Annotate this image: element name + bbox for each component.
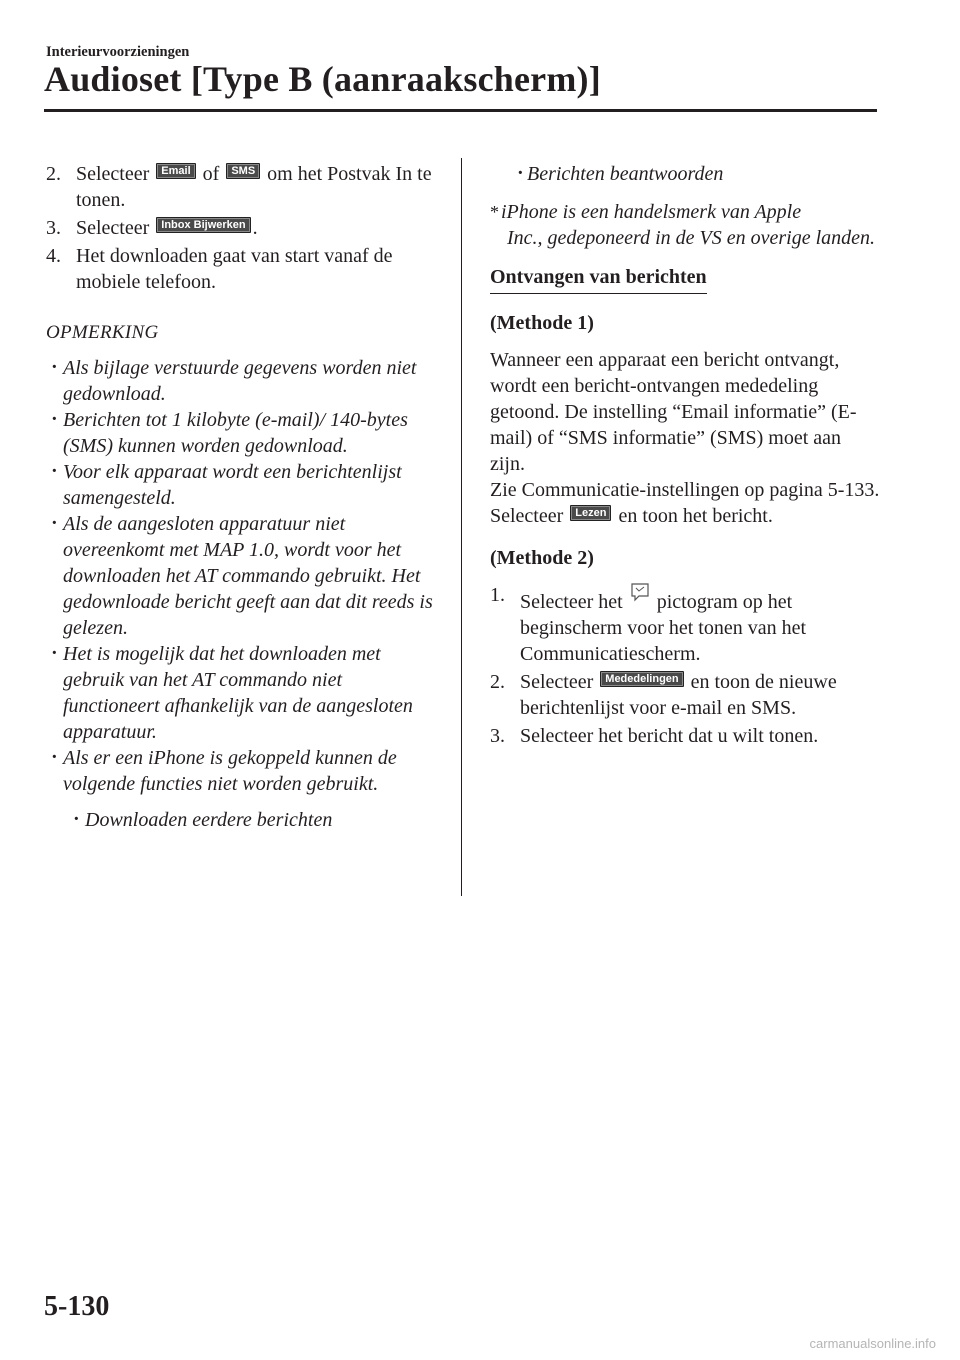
step-number: 3. bbox=[490, 725, 505, 747]
read-button[interactable]: Lezen bbox=[570, 505, 611, 521]
column-divider bbox=[461, 158, 462, 896]
note-heading: OPMERKING bbox=[46, 322, 159, 343]
method-2-step-2: 2. Selecteer Mededelingen en toon de nieuwe berichtenlijst voor e-mail en SMS. bbox=[490, 671, 837, 719]
note-item: · Voor elk apparaat wordt een berichtenlijst samengesteld. bbox=[46, 459, 441, 511]
step-number: 1. bbox=[490, 584, 505, 606]
step-number: 4. bbox=[46, 245, 61, 267]
step-4: 4. Het downloaden gaat van start vanaf de mobiele telefoon. bbox=[46, 245, 393, 293]
page-number: 5-130 bbox=[44, 1291, 110, 1322]
note-item: · Als de aangesloten apparatuur niet overeenkomt met MAP 1.0, wordt voor het downloaden het AT commando gebruikt. Het gedownloade bericht geeft aan dat dit reeds is gelezen. bbox=[46, 511, 441, 641]
page-title: Audioset [Type B (aanraakscherm)] bbox=[44, 59, 601, 99]
step-2: 2. Selecteer Email of SMS om het Postvak In te tonen. bbox=[46, 163, 432, 211]
left-column bbox=[46, 161, 441, 833]
step-number: 3. bbox=[46, 217, 61, 239]
sms-button[interactable]: SMS bbox=[226, 163, 260, 179]
method-2-step-1: 1. Selecteer het pictogram op het beginscherm voor het tonen van het Communicatiescherm. bbox=[490, 584, 807, 665]
right-column bbox=[490, 161, 880, 749]
email-button[interactable]: Email bbox=[156, 163, 195, 179]
method-1-select: Selecteer Lezen en toon het bericht. bbox=[490, 505, 773, 527]
section-label: Interieurvoorzieningen bbox=[46, 44, 190, 60]
note-item: · Als bijlage verstuurde gegevens worden niet gedownload. bbox=[46, 355, 441, 407]
method-2-step-3: 3. Selecteer het bericht dat u wilt tonen. bbox=[490, 725, 819, 747]
method-1-body: Wanneer een apparaat een bericht ontvangt, wordt een bericht-ontvangen mededeling getoond. De instelling “Email informatie” (E-mail) of “SMS informatie” (SMS) moet aan zijn. bbox=[490, 349, 857, 475]
footnote: * iPhone is een handelsmerk van Apple Inc., gedeponeerd in de VS en overige landen. bbox=[490, 201, 876, 249]
note-item: · Het is mogelijk dat het downloaden met gebruik van het AT commando niet functioneert afhankelijk van de aangesloten apparatuur. bbox=[46, 641, 441, 745]
step-number: 2. bbox=[490, 671, 505, 693]
message-icon[interactable] bbox=[630, 582, 650, 604]
note-item: · Als er een iPhone is gekoppeld kunnen de volgende functies niet worden gebruikt. bbox=[46, 745, 441, 797]
watermark: carmanualsonline.info bbox=[809, 1336, 936, 1351]
method-1-title: (Methode 1) bbox=[490, 312, 594, 334]
notifications-button[interactable]: Mededelingen bbox=[600, 671, 683, 687]
method-2-title: (Methode 2) bbox=[490, 547, 594, 569]
sub-note-item: · Berichten beantwoorden bbox=[490, 161, 880, 187]
subheading: Ontvangen van berichten bbox=[490, 264, 707, 294]
step-number: 2. bbox=[46, 163, 61, 185]
inbox-update-button[interactable]: Inbox Bijwerken bbox=[156, 217, 250, 233]
method-1-reference: Zie Communicatie-instellingen op pagina 5-133. bbox=[490, 479, 880, 501]
sub-note-item: · Downloaden eerdere berichten bbox=[46, 807, 441, 833]
note-item: · Berichten tot 1 kilobyte (e-mail)/ 140-bytes (SMS) kunnen worden gedownload. bbox=[46, 407, 441, 459]
footnote-star: * bbox=[490, 202, 499, 222]
title-rule bbox=[44, 109, 877, 112]
step-3: 3. Selecteer Inbox Bijwerken . bbox=[46, 217, 258, 239]
